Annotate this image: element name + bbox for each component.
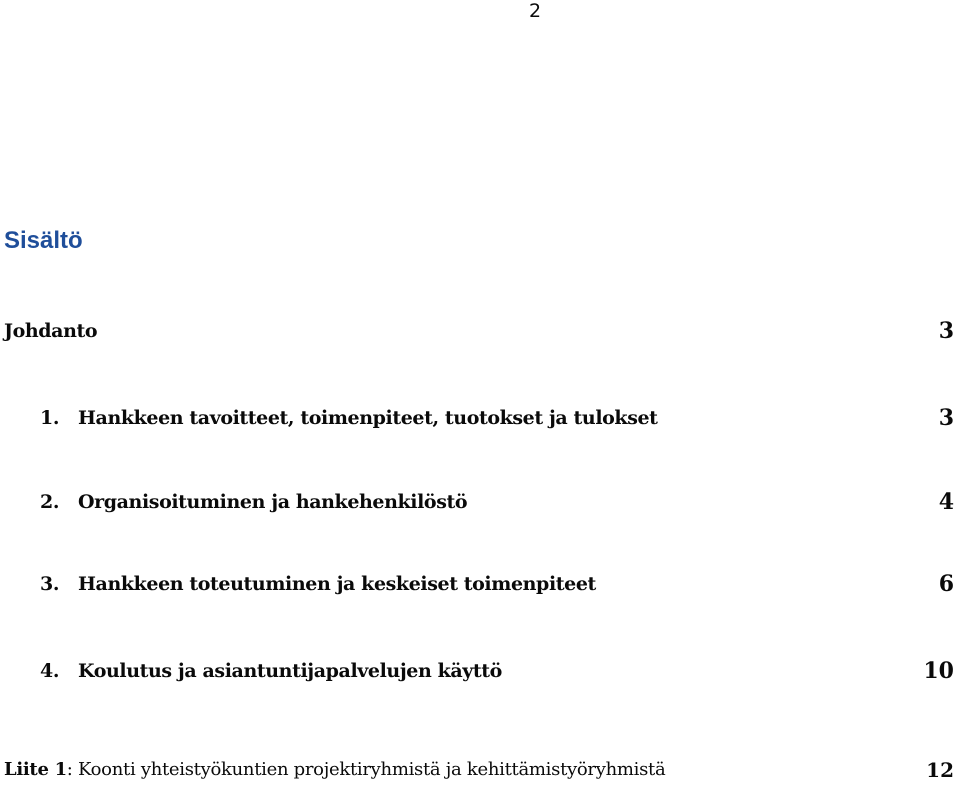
toc-entry-number: 2.	[40, 491, 60, 513]
toc-entry-4[interactable]	[4, 656, 958, 686]
page-number: 2	[528, 0, 542, 22]
toc-entry-text	[4, 656, 502, 686]
toc-entry-page: 3	[938, 318, 954, 344]
toc-entry-title: Koulutus ja asiantuntijapalvelujen käyttö	[78, 660, 502, 682]
toc-entry-text	[4, 403, 658, 433]
appendix-title: Koonti yhteistyökuntien projektiryhmistä ja kehittämistyöryhmistä	[72, 759, 666, 780]
toc-entry-page: 4	[938, 489, 954, 515]
appendix-label: Liite 1	[4, 759, 67, 780]
appendix-separator: :	[66, 759, 73, 780]
toc-entry-page: 12	[926, 758, 954, 782]
toc-entry-introduction[interactable]	[4, 316, 958, 346]
toc-entry-page: 6	[938, 571, 954, 597]
toc-entry-title: Hankkeen toteutuminen ja keskeiset toimenpiteet	[78, 573, 596, 595]
toc-entry-text	[4, 569, 596, 599]
toc-title: Sisältö	[4, 227, 83, 254]
toc-entry-3[interactable]	[4, 569, 958, 599]
toc-entry-text	[4, 487, 467, 517]
toc-entry-2[interactable]	[4, 487, 958, 517]
toc-entry-1[interactable]	[4, 403, 958, 433]
toc-entry-title: Organisoituminen ja hankehenkilöstö	[78, 491, 468, 513]
toc-entry-page: 3	[938, 405, 954, 431]
toc-entry-appendix-1[interactable]	[4, 755, 958, 785]
toc-entry-text	[4, 755, 665, 785]
toc-entry-page: 10	[923, 658, 954, 684]
toc-entry-number: 3.	[40, 573, 60, 595]
toc-entry-number: 1.	[40, 407, 60, 429]
toc-entry-number: 4.	[40, 660, 60, 682]
toc-entry-title: Johdanto	[4, 320, 98, 342]
toc-entry-title: Hankkeen tavoitteet, toimenpiteet, tuotokset ja tulokset	[78, 407, 658, 429]
